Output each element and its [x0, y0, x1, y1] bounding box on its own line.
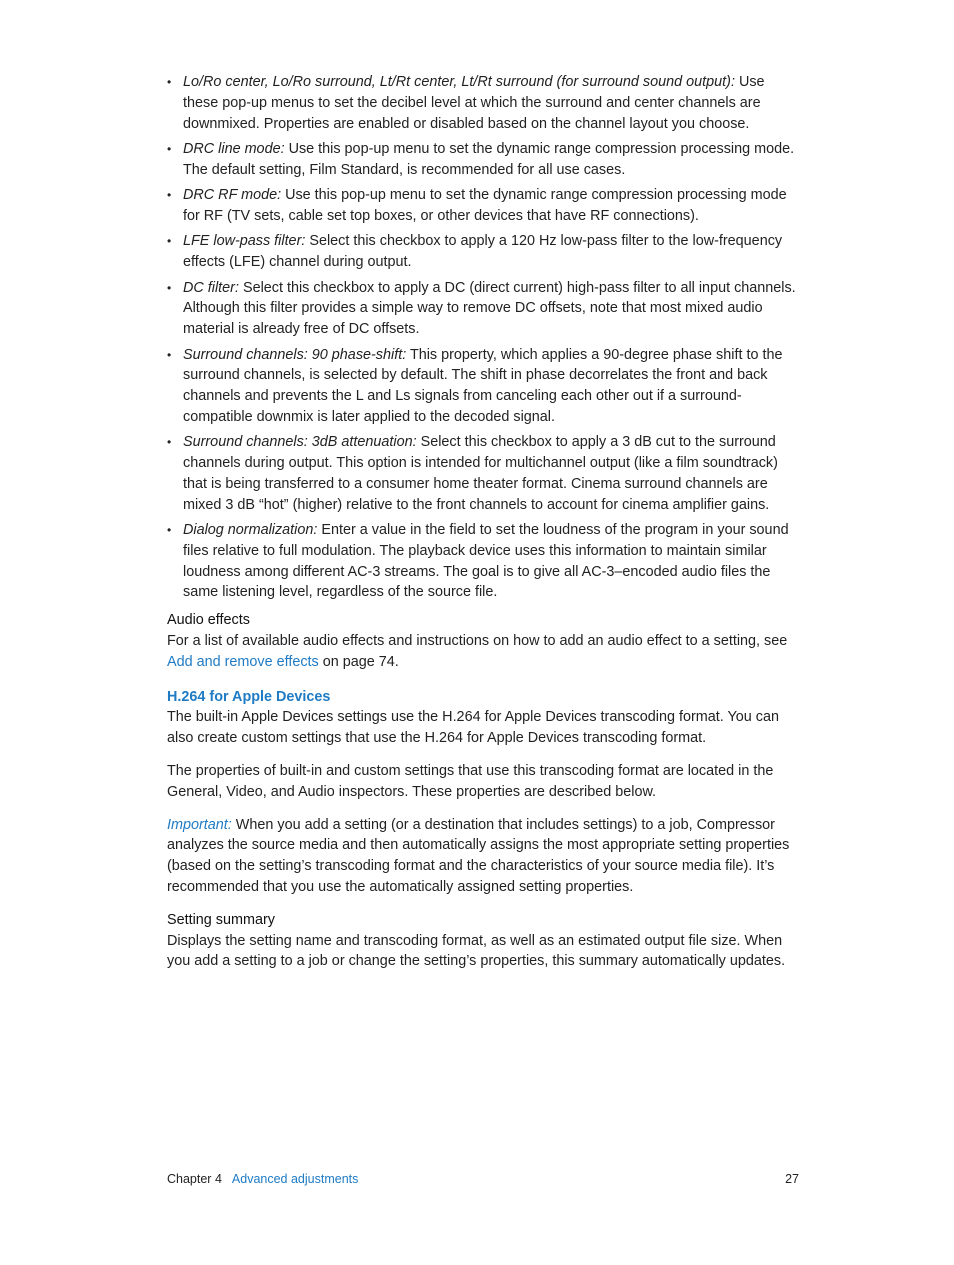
- property-term: Surround channels: 90 phase-shift:: [183, 346, 407, 363]
- audio-effects-text: For a list of available audio effects and instructions on how to add an audio effect to a setting, see: [167, 633, 788, 650]
- property-term: Lo/Ro center, Lo/Ro surround, Lt/Rt center, Lt/Rt surround (for surround sound output):: [183, 74, 735, 90]
- property-term: Surround channels: 3dB attenuation:: [183, 434, 417, 451]
- page-footer: [167, 1172, 799, 1186]
- list-item: [167, 278, 803, 340]
- property-description: This property, which applies a 90-degree phase shift to the surround channels, is selected by default. The shift in phase decorrelates the front and back channels and prevents the L and Ls signals from canceling each other out if a surround-compatible downmix is later applied to the decoded signal.: [183, 346, 783, 425]
- property-term: LFE low-pass filter:: [183, 233, 306, 250]
- list-item: [167, 72, 803, 134]
- important-label: Important:: [167, 816, 232, 833]
- property-list: [167, 72, 803, 603]
- important-note: [167, 815, 803, 898]
- audio-effects-heading: Audio effects: [167, 612, 250, 629]
- property-description: Use this pop-up menu to set the dynamic range compression processing mode. The default setting, Film Standard, is recommended for all use cases.: [183, 140, 795, 178]
- important-text: When you add a setting (or a destination that includes settings) to a job, Compressor analyzes the source media and then automatically assigns the most appropriate setting properties (based on the setting’s transcoding format and the characteristics of your source media file). It’s recommended that you use the automatically assigned setting properties.: [167, 816, 790, 896]
- property-description: Use these pop-up menus to set the decibel level at which the surround and center channels are downmixed. Properties are enabled or disabled based on the channel layout you choose.: [183, 74, 765, 132]
- property-term: DRC line mode:: [183, 140, 285, 157]
- list-item: [167, 231, 803, 273]
- property-description: Enter a value in the field to set the loudness of the program in your sound files relative to full modulation. The playback device uses this information to maintain similar loudness among different AC-3 streams. The goal is to give all AC-3–encoded audio files the same listening level, regardless of the source file.: [183, 522, 789, 601]
- h264-properties-paragraph: The properties of built-in and custom settings that use this transcoding format are located in the General, Video, and Audio inspectors. These properties are described below.: [167, 763, 774, 800]
- h264-section-title: H.264 for Apple Devices: [167, 688, 331, 705]
- property-description: Use this pop-up menu to set the dynamic range compression processing mode for RF (TV sets, cable set top boxes, or other devices that have RF connections).: [183, 187, 787, 224]
- setting-summary-paragraph: Displays the setting name and transcoding format, as well as an estimated output file size. When you add a setting to a job or change the setting’s properties, this summary automatically updates.: [167, 932, 786, 970]
- property-term: Dialog normalization:: [183, 522, 318, 539]
- property-term: DRC RF mode:: [183, 187, 282, 204]
- list-item: [167, 139, 803, 181]
- property-description: Select this checkbox to apply a 3 dB cut to the surround channels during output. This option is intended for multichannel output (like a film soundtrack) that is being transferred to a consumer home theater format. Cinema surround channels are mixed 3 dB “hot” (higher) relative to the front channels to account for cinema amplifier gains.: [183, 434, 778, 513]
- h264-intro-paragraph: The built-in Apple Devices settings use the H.264 for Apple Devices transcoding format. You can also create custom settings that use the H.264 for Apple Devices transcoding format.: [167, 709, 779, 747]
- list-item: [167, 432, 803, 515]
- setting-summary-heading: Setting summary: [167, 911, 275, 928]
- list-item: [167, 345, 803, 428]
- list-item: [167, 185, 803, 227]
- property-description: Select this checkbox to apply a 120 Hz low-pass filter to the low-frequency effects (LFE) channel during output.: [183, 233, 783, 271]
- add-remove-effects-link[interactable]: Add and remove effects: [167, 653, 319, 670]
- footer-page-number: 27: [785, 1172, 799, 1186]
- audio-effects-page-ref: on page 74.: [318, 653, 399, 670]
- footer-chapter-label: Chapter 4: [167, 1172, 222, 1186]
- list-item: [167, 520, 803, 603]
- audio-effects-section: [167, 610, 803, 672]
- audio-effects-paragraph: [167, 631, 803, 673]
- setting-summary-section: [167, 910, 803, 972]
- footer-chapter-link[interactable]: Advanced adjustments: [231, 1172, 359, 1186]
- property-term: DC filter:: [183, 279, 239, 296]
- page-body: [167, 72, 803, 972]
- property-description: Select this checkbox to apply a DC (direct current) high-pass filter to all input channels. Although this filter provides a simple way to remove DC offsets, note that most mixed audio material is already free of DC offsets.: [183, 279, 796, 338]
